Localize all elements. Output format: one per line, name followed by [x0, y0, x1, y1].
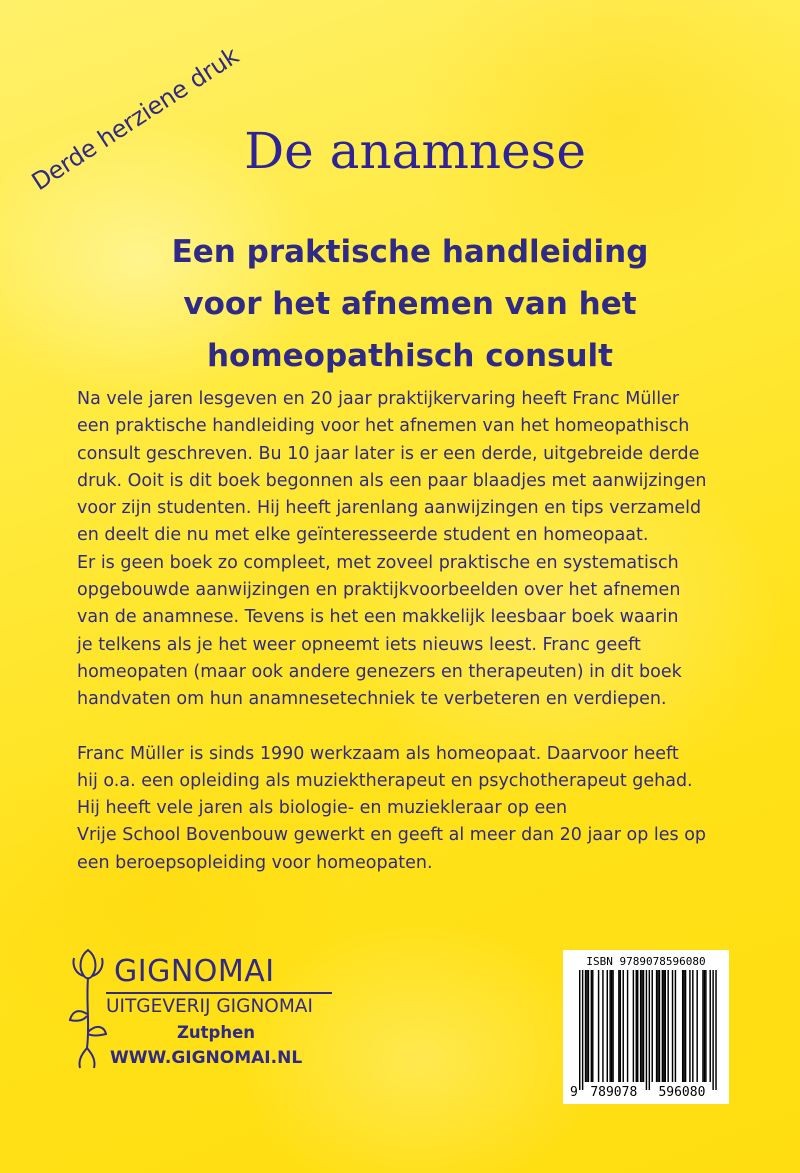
barcode-bar — [627, 970, 628, 1082]
barcode-bar — [696, 970, 697, 1082]
blurb — [77, 386, 757, 877]
publisher-logo — [66, 944, 356, 1074]
description-line: homeopaten (maar ook andere genezers en therapeuten) in dit boek — [77, 661, 682, 682]
description-line: druk. Ooit is dit boek begonnen als een paar blaadjes met aanwijzingen — [77, 470, 707, 491]
barcode-bar — [620, 970, 621, 1082]
barcode-bar — [641, 970, 642, 1082]
paragraph-spacer — [77, 714, 757, 741]
bio-line: een beroepsopleiding voor homeopaten. — [77, 852, 433, 873]
subtitle-line: homeopathisch consult — [206, 338, 613, 374]
barcode-bar — [675, 970, 676, 1082]
barcode-bar — [649, 970, 650, 1090]
barcode-bar — [705, 970, 706, 1082]
barcode-bar — [636, 970, 637, 1082]
description-line: handvaten om hun anamnesetechniek te verbeteren en verdiepen. — [77, 689, 667, 710]
description-line: een praktische handleiding voor het afnemen van het homeopathisch — [77, 416, 690, 437]
publisher-name: UITGEVERIJ GIGNOMAI — [106, 996, 313, 1017]
barcode-bar — [702, 970, 703, 1082]
barcode-bar — [683, 970, 684, 1082]
barcode-bar — [682, 970, 683, 1082]
description-line: voor zijn studenten. Hij heeft jarenlang aanwijzingen en tips verzameld — [77, 498, 702, 519]
barcode-bar — [609, 970, 610, 1082]
book-title: De anamnese — [244, 122, 586, 180]
barcode-bar — [643, 970, 644, 1082]
isbn-barcode — [563, 950, 729, 1104]
barcode-bar — [663, 970, 664, 1082]
barcode-bar — [646, 970, 647, 1090]
description-line: consult geschreven. Bu 10 jaar later is er een derde, uitgebreide derde — [77, 443, 700, 464]
barcode-bar — [704, 970, 705, 1082]
barcode-bar — [656, 970, 657, 1082]
barcode-bar — [598, 970, 599, 1082]
bio-line: Hij heeft vele jaren als biologie- en muziekleraar op een — [77, 798, 568, 819]
barcode-bar — [689, 970, 690, 1082]
description-paragraph — [77, 386, 757, 714]
barcode-bar — [586, 970, 587, 1082]
description-line: opgebouwde aanwijzingen en praktijkvoorbeelden over het afnemen — [77, 580, 681, 601]
barcode-bar — [659, 970, 660, 1082]
author-bio-paragraph — [77, 741, 757, 877]
barcode-bar — [579, 970, 580, 1090]
barcode-bar — [665, 970, 666, 1082]
barcode-bar — [591, 970, 592, 1082]
isbn-label: ISBN 9789078596080 — [586, 955, 706, 968]
barcode-bar — [715, 970, 716, 1090]
subtitle-line: voor het afnemen van het — [183, 286, 637, 322]
flower-icon — [66, 944, 110, 1074]
publisher-city: Zutphen — [176, 1023, 256, 1042]
barcode-bar — [611, 970, 612, 1082]
barcode-bar — [582, 970, 583, 1090]
barcode-bar — [685, 970, 686, 1082]
barcode-bar — [588, 970, 589, 1082]
barcode-bar — [623, 970, 624, 1082]
barcode-bar — [592, 970, 593, 1082]
subtitle-line: Een praktische handleiding — [171, 234, 649, 270]
description-line: je telkens als je het weer opneemt iets nieuws leest. Franc geeft — [77, 634, 641, 655]
barcode-bar — [652, 970, 653, 1082]
barcode-bar — [667, 970, 668, 1082]
barcode-bar — [602, 970, 603, 1082]
bio-line: Vrije School Bovenbouw gewerkt en geeft al meer dan 20 jaar op les op — [77, 825, 707, 846]
barcode-bar — [710, 970, 711, 1082]
barcode-bar — [607, 970, 608, 1082]
barcode-bar — [657, 970, 658, 1082]
barcode-right-digits: 596080 — [658, 1085, 706, 1100]
barcode-bar — [618, 970, 619, 1082]
barcode-graphic — [563, 950, 729, 1104]
barcode-bar — [633, 970, 634, 1082]
description-line: Na vele jaren lesgeven en 20 jaar praktijkervaring heeft Franc Müller — [77, 389, 680, 409]
logo-divider — [106, 992, 332, 994]
barcode-prefix-digit: 9 — [570, 1085, 578, 1100]
barcode-bar — [640, 970, 641, 1082]
barcode-bar — [672, 970, 673, 1082]
edition-label: Derde herziene druk — [26, 41, 244, 197]
description-line: Er is geen boek zo compleet, met zoveel praktische en systematisch — [77, 552, 679, 573]
logo-wordmark: GIGNOMAI — [114, 954, 275, 989]
description-line: van de anamnese. Tevens is het een makkelijk leesbaar boek waarin — [77, 607, 679, 628]
bio-line: Franc Müller is sinds 1990 werkzaam als homeopaat. Daarvoor heeft — [77, 743, 679, 764]
barcode-bar — [637, 970, 638, 1082]
publisher-website: WWW.GIGNOMAI.NL — [110, 1048, 303, 1068]
barcode-left-digits: 789078 — [590, 1085, 638, 1100]
barcode-bar — [662, 970, 663, 1082]
description-line: en deelt die nu met elke geïnteresseerde student en homeopaat. — [77, 525, 649, 546]
book-subtitle — [0, 226, 800, 382]
barcode-bar — [612, 970, 613, 1082]
barcode-bar — [692, 970, 693, 1082]
barcode-bar — [585, 970, 586, 1082]
barcode-bar — [712, 970, 713, 1090]
bio-line: hij o.a. een opleiding als muziektherapeut en psychotherapeut gehad. — [77, 770, 693, 791]
